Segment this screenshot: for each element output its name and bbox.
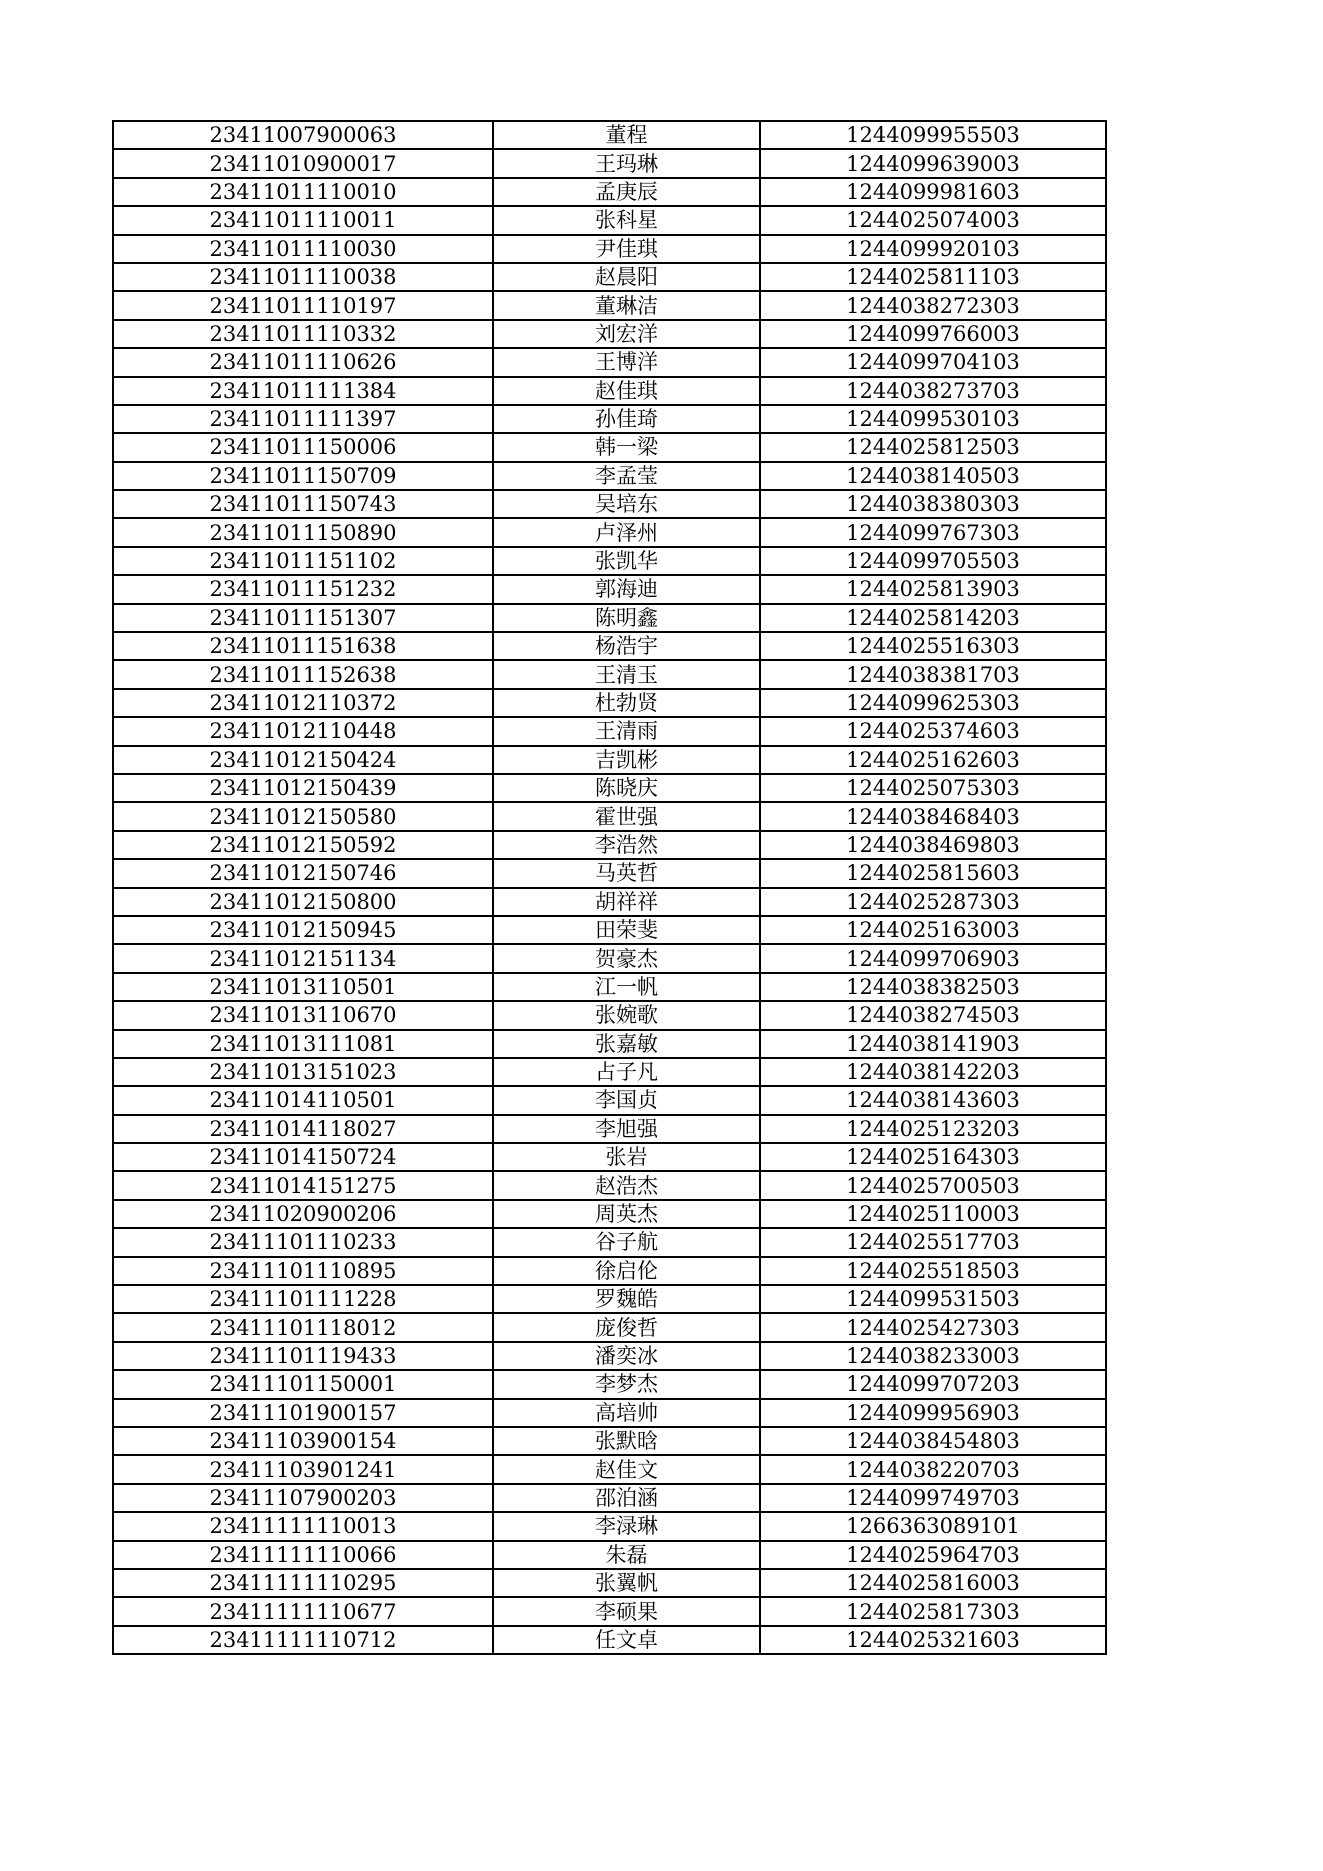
table-row (113, 1342, 1106, 1370)
number-cell: 1244025812503 (760, 433, 1106, 461)
number-cell: 1244025811103 (760, 263, 1106, 291)
number-cell: 1244025964703 (760, 1541, 1106, 1569)
name-cell: 韩一梁 (493, 433, 760, 461)
number-cell: 1244025516303 (760, 632, 1106, 660)
id-cell: 23411011150006 (113, 433, 493, 461)
id-cell: 23411011152638 (113, 660, 493, 688)
table-row (113, 291, 1106, 319)
id-cell: 23411011151638 (113, 632, 493, 660)
data-table (112, 120, 1107, 1655)
table-row (113, 433, 1106, 461)
name-cell: 周英杰 (493, 1200, 760, 1228)
table-row (113, 888, 1106, 916)
table-row (113, 1058, 1106, 1086)
id-cell: 23411103901241 (113, 1455, 493, 1483)
name-cell: 赵晨阳 (493, 263, 760, 291)
id-cell: 23411012150945 (113, 916, 493, 944)
id-cell: 23411011110010 (113, 178, 493, 206)
name-cell: 马英哲 (493, 859, 760, 887)
table-row (113, 1086, 1106, 1114)
number-cell: 1244099766003 (760, 320, 1106, 348)
table-row (113, 802, 1106, 830)
number-cell: 1244038142203 (760, 1058, 1106, 1086)
name-cell: 杜勃贤 (493, 689, 760, 717)
name-cell: 张凯华 (493, 547, 760, 575)
id-cell: 23411011111384 (113, 377, 493, 405)
name-cell: 张默晗 (493, 1427, 760, 1455)
name-cell: 郭海迪 (493, 575, 760, 603)
id-cell: 23411012150592 (113, 831, 493, 859)
table-row (113, 149, 1106, 177)
name-cell: 陈明鑫 (493, 604, 760, 632)
name-cell: 张婉歌 (493, 1001, 760, 1029)
table-row (113, 575, 1106, 603)
table-row (113, 518, 1106, 546)
number-cell: 1244099706903 (760, 944, 1106, 972)
table-row (113, 462, 1106, 490)
number-cell: 1244038273703 (760, 377, 1106, 405)
table-row (113, 1569, 1106, 1597)
name-cell: 张科星 (493, 206, 760, 234)
id-cell: 23411013110670 (113, 1001, 493, 1029)
table-row (113, 916, 1106, 944)
id-cell: 23411111110066 (113, 1541, 493, 1569)
name-cell: 孟庚辰 (493, 178, 760, 206)
number-cell: 1244025815603 (760, 859, 1106, 887)
id-cell: 23411111110013 (113, 1512, 493, 1540)
id-cell: 23411101900157 (113, 1399, 493, 1427)
id-cell: 23411011111397 (113, 405, 493, 433)
name-cell: 杨浩宇 (493, 632, 760, 660)
id-cell: 23411101110233 (113, 1228, 493, 1256)
id-cell: 23411020900206 (113, 1200, 493, 1228)
id-cell: 23411011150743 (113, 490, 493, 518)
id-cell: 23411011151102 (113, 547, 493, 575)
name-cell: 占子凡 (493, 1058, 760, 1086)
number-cell: 1244099625303 (760, 689, 1106, 717)
table-row (113, 632, 1106, 660)
table-row (113, 405, 1106, 433)
table-row (113, 1399, 1106, 1427)
number-cell: 1244099981603 (760, 178, 1106, 206)
table-row (113, 1427, 1106, 1455)
table-row (113, 774, 1106, 802)
id-cell: 23411011110197 (113, 291, 493, 319)
table-row (113, 1597, 1106, 1625)
table-row (113, 1626, 1106, 1654)
name-cell: 吉凯彬 (493, 746, 760, 774)
name-cell: 潘奕冰 (493, 1342, 760, 1370)
id-cell: 23411011110011 (113, 206, 493, 234)
id-cell: 23411013151023 (113, 1058, 493, 1086)
number-cell: 1244099531503 (760, 1285, 1106, 1313)
table-row (113, 1115, 1106, 1143)
table-row (113, 1171, 1106, 1199)
name-cell: 庞俊哲 (493, 1313, 760, 1341)
id-cell: 23411014118027 (113, 1115, 493, 1143)
table-row (113, 377, 1106, 405)
id-cell: 23411011151232 (113, 575, 493, 603)
name-cell: 江一帆 (493, 973, 760, 1001)
id-cell: 23411101150001 (113, 1370, 493, 1398)
name-cell: 李旭强 (493, 1115, 760, 1143)
name-cell: 李浩然 (493, 831, 760, 859)
number-cell: 1244025164303 (760, 1143, 1106, 1171)
number-cell: 1266363089101 (760, 1512, 1106, 1540)
id-cell: 23411012150800 (113, 888, 493, 916)
name-cell: 高培帅 (493, 1399, 760, 1427)
table-row (113, 206, 1106, 234)
name-cell: 王清雨 (493, 717, 760, 745)
name-cell: 董程 (493, 121, 760, 149)
id-cell: 23411103900154 (113, 1427, 493, 1455)
name-cell: 邵泊涵 (493, 1484, 760, 1512)
number-cell: 1244099767303 (760, 518, 1106, 546)
number-cell: 1244038468403 (760, 802, 1106, 830)
name-cell: 赵浩杰 (493, 1171, 760, 1199)
name-cell: 任文卓 (493, 1626, 760, 1654)
number-cell: 1244025517703 (760, 1228, 1106, 1256)
number-cell: 1244099749703 (760, 1484, 1106, 1512)
id-cell: 23411011150890 (113, 518, 493, 546)
name-cell: 徐启伦 (493, 1257, 760, 1285)
id-cell: 23411011110626 (113, 348, 493, 376)
name-cell: 王玛琳 (493, 149, 760, 177)
number-cell: 1244025814203 (760, 604, 1106, 632)
number-cell: 1244099955503 (760, 121, 1106, 149)
number-cell: 1244025287303 (760, 888, 1106, 916)
number-cell: 1244038380303 (760, 490, 1106, 518)
name-cell: 刘宏洋 (493, 320, 760, 348)
number-cell: 1244025123203 (760, 1115, 1106, 1143)
table-body (113, 121, 1106, 1654)
name-cell: 田荣斐 (493, 916, 760, 944)
table-row (113, 348, 1106, 376)
number-cell: 1244025162603 (760, 746, 1106, 774)
table-row (113, 1030, 1106, 1058)
id-cell: 23411014110501 (113, 1086, 493, 1114)
number-cell: 1244038381703 (760, 660, 1106, 688)
table-row (113, 604, 1106, 632)
number-cell: 1244099705503 (760, 547, 1106, 575)
id-cell: 23411101119433 (113, 1342, 493, 1370)
number-cell: 1244025427303 (760, 1313, 1106, 1341)
id-cell: 23411111110677 (113, 1597, 493, 1625)
name-cell: 张嘉敏 (493, 1030, 760, 1058)
table-row (113, 1313, 1106, 1341)
id-cell: 23411012150424 (113, 746, 493, 774)
id-cell: 23411107900203 (113, 1484, 493, 1512)
id-cell: 23411011151307 (113, 604, 493, 632)
id-cell: 23411012110372 (113, 689, 493, 717)
number-cell: 1244025074003 (760, 206, 1106, 234)
name-cell: 孙佳琦 (493, 405, 760, 433)
table-row (113, 1484, 1106, 1512)
table-row (113, 320, 1106, 348)
table-row (113, 121, 1106, 149)
table-row (113, 1257, 1106, 1285)
id-cell: 23411010900017 (113, 149, 493, 177)
number-cell: 1244038143603 (760, 1086, 1106, 1114)
number-cell: 1244025813903 (760, 575, 1106, 603)
name-cell: 朱磊 (493, 1541, 760, 1569)
number-cell: 1244025518503 (760, 1257, 1106, 1285)
name-cell: 卢泽州 (493, 518, 760, 546)
name-cell: 张岩 (493, 1143, 760, 1171)
number-cell: 1244025075303 (760, 774, 1106, 802)
table-row (113, 235, 1106, 263)
number-cell: 1244099920103 (760, 235, 1106, 263)
number-cell: 1244038141903 (760, 1030, 1106, 1058)
name-cell: 李梦杰 (493, 1370, 760, 1398)
number-cell: 1244025816003 (760, 1569, 1106, 1597)
number-cell: 1244099639003 (760, 149, 1106, 177)
table-row (113, 859, 1106, 887)
table-row (113, 1001, 1106, 1029)
number-cell: 1244038274503 (760, 1001, 1106, 1029)
name-cell: 吴培东 (493, 490, 760, 518)
number-cell: 1244038220703 (760, 1455, 1106, 1483)
name-cell: 霍世强 (493, 802, 760, 830)
table-row (113, 1455, 1106, 1483)
id-cell: 23411012150439 (113, 774, 493, 802)
number-cell: 1244038272303 (760, 291, 1106, 319)
name-cell: 胡祥祥 (493, 888, 760, 916)
number-cell: 1244025110003 (760, 1200, 1106, 1228)
id-cell: 23411011110030 (113, 235, 493, 263)
name-cell: 谷子航 (493, 1228, 760, 1256)
number-cell: 1244025817303 (760, 1597, 1106, 1625)
number-cell: 1244099704103 (760, 348, 1106, 376)
id-cell: 23411111110712 (113, 1626, 493, 1654)
number-cell: 1244038140503 (760, 462, 1106, 490)
table-row (113, 944, 1106, 972)
table-row (113, 660, 1106, 688)
table-row (113, 490, 1106, 518)
name-cell: 李孟莹 (493, 462, 760, 490)
id-cell: 23411011110332 (113, 320, 493, 348)
id-cell: 23411012150580 (113, 802, 493, 830)
number-cell: 1244025374603 (760, 717, 1106, 745)
name-cell: 张翼帆 (493, 1569, 760, 1597)
id-cell: 23411101111228 (113, 1285, 493, 1313)
name-cell: 王博洋 (493, 348, 760, 376)
id-cell: 23411013111081 (113, 1030, 493, 1058)
table-row (113, 1143, 1106, 1171)
id-cell: 23411012110448 (113, 717, 493, 745)
name-cell: 李硕果 (493, 1597, 760, 1625)
id-cell: 23411012150746 (113, 859, 493, 887)
table-row (113, 1541, 1106, 1569)
table-row (113, 1228, 1106, 1256)
id-cell: 23411014151275 (113, 1171, 493, 1199)
table-row (113, 1200, 1106, 1228)
id-cell: 23411014150724 (113, 1143, 493, 1171)
name-cell: 李渌琳 (493, 1512, 760, 1540)
number-cell: 1244025163003 (760, 916, 1106, 944)
name-cell: 李国贞 (493, 1086, 760, 1114)
id-cell: 23411012151134 (113, 944, 493, 972)
table-row (113, 1370, 1106, 1398)
id-cell: 23411011110038 (113, 263, 493, 291)
id-cell: 23411111110295 (113, 1569, 493, 1597)
name-cell: 贺豪杰 (493, 944, 760, 972)
table-row (113, 178, 1106, 206)
table-row (113, 746, 1106, 774)
name-cell: 尹佳琪 (493, 235, 760, 263)
id-cell: 23411011150709 (113, 462, 493, 490)
id-cell: 23411101118012 (113, 1313, 493, 1341)
id-cell: 23411101110895 (113, 1257, 493, 1285)
name-cell: 赵佳琪 (493, 377, 760, 405)
id-cell: 23411007900063 (113, 121, 493, 149)
number-cell: 1244025700503 (760, 1171, 1106, 1199)
table-row (113, 689, 1106, 717)
table-row (113, 263, 1106, 291)
number-cell: 1244025321603 (760, 1626, 1106, 1654)
table-row (113, 717, 1106, 745)
number-cell: 1244099530103 (760, 405, 1106, 433)
name-cell: 赵佳文 (493, 1455, 760, 1483)
table-row (113, 831, 1106, 859)
table-row (113, 1512, 1106, 1540)
name-cell: 罗魏皓 (493, 1285, 760, 1313)
table-row (113, 1285, 1106, 1313)
number-cell: 1244038382503 (760, 973, 1106, 1001)
number-cell: 1244038469803 (760, 831, 1106, 859)
id-cell: 23411013110501 (113, 973, 493, 1001)
name-cell: 董琳洁 (493, 291, 760, 319)
name-cell: 王清玉 (493, 660, 760, 688)
name-cell: 陈晓庆 (493, 774, 760, 802)
number-cell: 1244099707203 (760, 1370, 1106, 1398)
number-cell: 1244099956903 (760, 1399, 1106, 1427)
table-row (113, 973, 1106, 1001)
number-cell: 1244038233003 (760, 1342, 1106, 1370)
table-row (113, 547, 1106, 575)
number-cell: 1244038454803 (760, 1427, 1106, 1455)
